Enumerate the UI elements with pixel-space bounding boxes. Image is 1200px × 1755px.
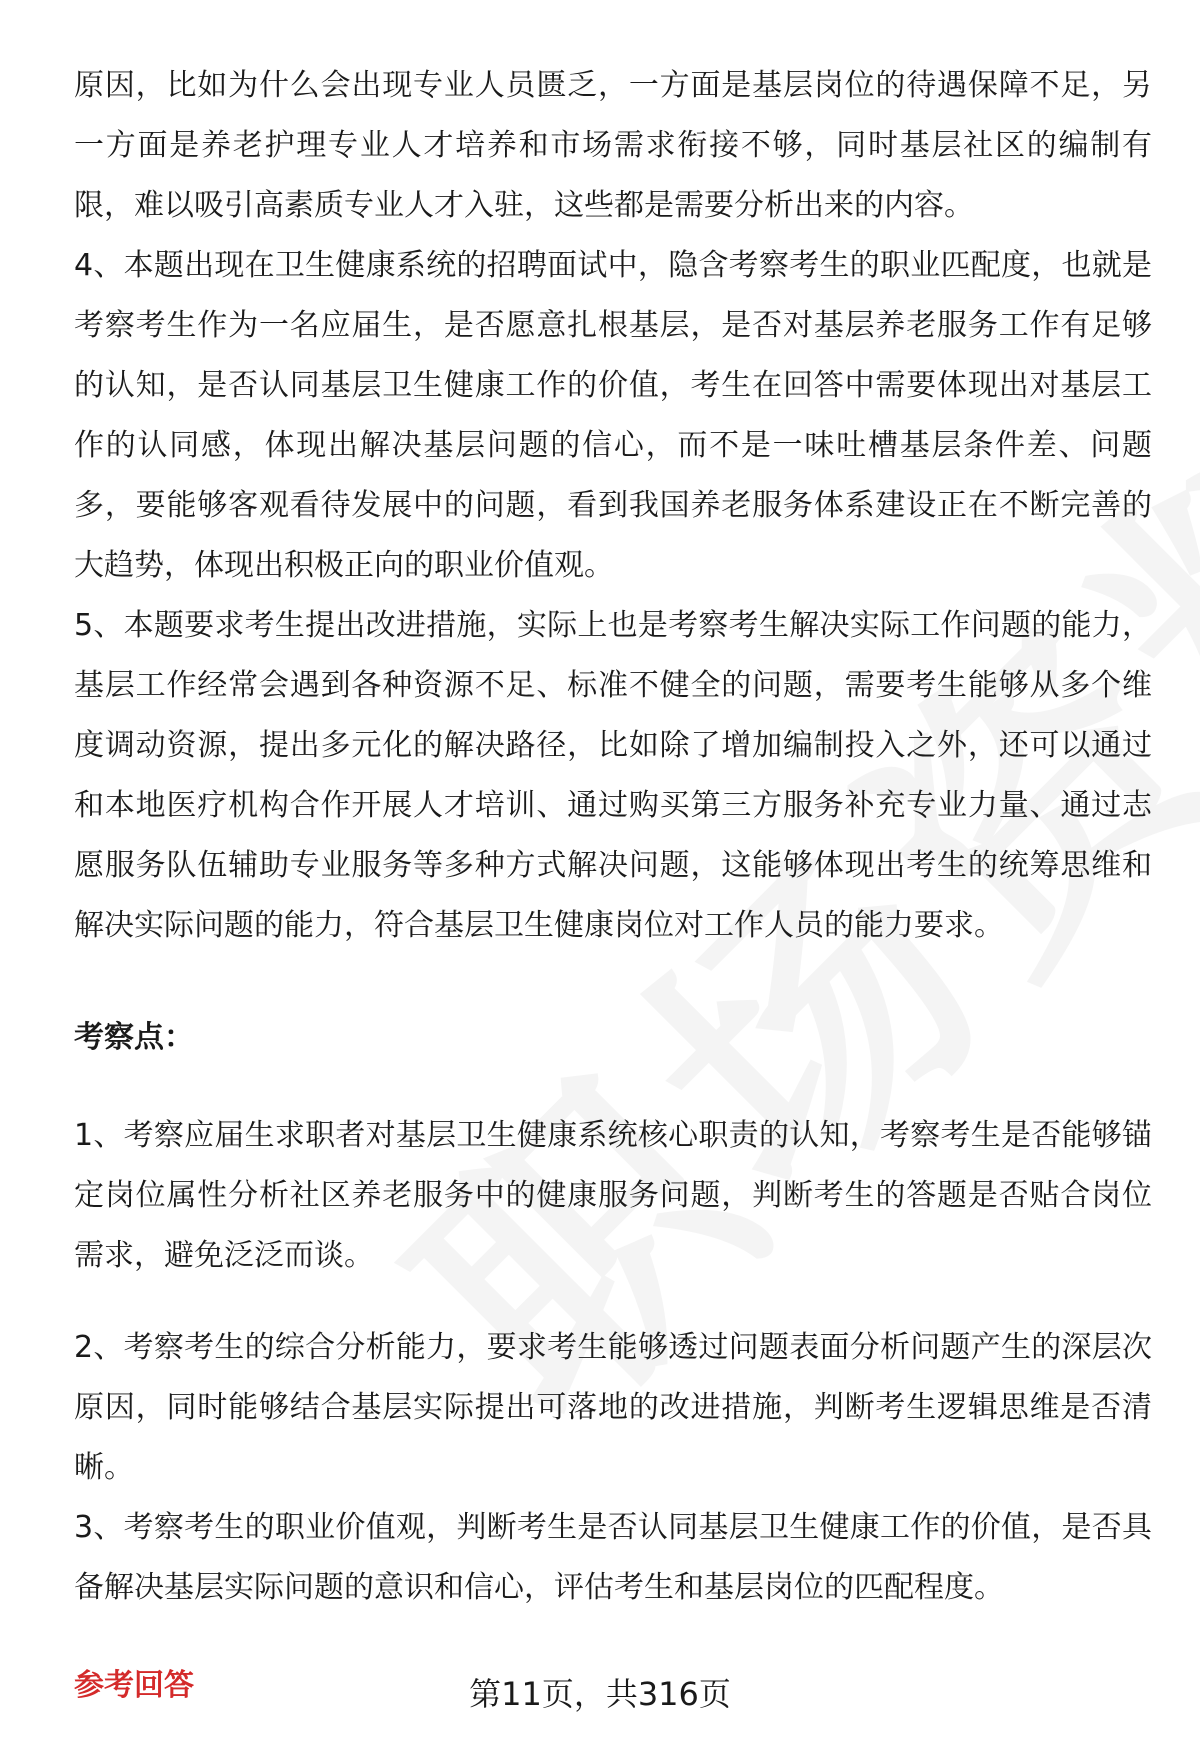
paragraph-point-5: 5、本题要求考生提出改进措施，实际上也是考察考生解决实际工作问题的能力，基层工作经常会遇到各种资源不足、标准不健全的问题，需要考生能够从多个维度调动资源，提出多元化的解决路径，比如除了增加编制投入之外，还可以通过和本地医疗机构合作开展人才培训、通过购买第三方服务补充专业力量、通过志愿服务队伍辅助专业服务等多种方式解决问题，这能够体现出考生的统筹思维和解决实际问题的能力，符合基层卫生健康岗位对工作人员的能力要求。 bbox=[74, 608, 1152, 943]
section-heading: 考察点： bbox=[74, 1020, 194, 1055]
exam-point-3: 3、考察考生的职业价值观，判断考生是否认同基层卫生健康工作的价值，是否具备解决基层实际问题的意识和信心，评估考生和基层岗位的匹配程度。 bbox=[74, 1510, 1152, 1605]
paragraph-continuation: 原因，比如为什么会出现专业人员匮乏，一方面是基层岗位的待遇保障不足，另一方面是养老护理专业人才培养和市场需求衔接不够，同时基层社区的编制有限，难以吸引高素质专业人才入驻，这些都是需要分析出来的内容。 bbox=[74, 68, 1152, 223]
page-number: 第11页，共316页 bbox=[469, 1675, 731, 1713]
reference-answer-heading: 参考回答 bbox=[74, 1668, 194, 1703]
document-body bbox=[74, 56, 1152, 1716]
exam-point-1: 1、考察应届生求职者对基层卫生健康系统核心职责的认知，考察考生是否能够锚定岗位属性分析社区养老服务中的健康服务问题，判断考生的答题是否贴合岗位需求，避免泛泛而谈。 bbox=[74, 1118, 1152, 1273]
paragraph-point-4: 4、本题出现在卫生健康系统的招聘面试中，隐含考察考生的职业匹配度，也就是考察考生作为一名应届生，是否愿意扎根基层，是否对基层养老服务工作有足够的认知，是否认同基层卫生健康工作的价值，考生在回答中需要体现出对基层工作的认同感，体现出解决基层问题的信心，而不是一味吐槽基层条件差、问题多，要能够客观看待发展中的问题，看到我国养老服务体系建设正在不断完善的大趋势，体现出积极正向的职业价值观。 bbox=[74, 248, 1152, 583]
exam-point-2: 2、考察考生的综合分析能力，要求考生能够透过问题表面分析问题产生的深层次原因，同时能够结合基层实际提出可落地的改进措施，判断考生逻辑思维是否清晰。 bbox=[74, 1330, 1152, 1485]
